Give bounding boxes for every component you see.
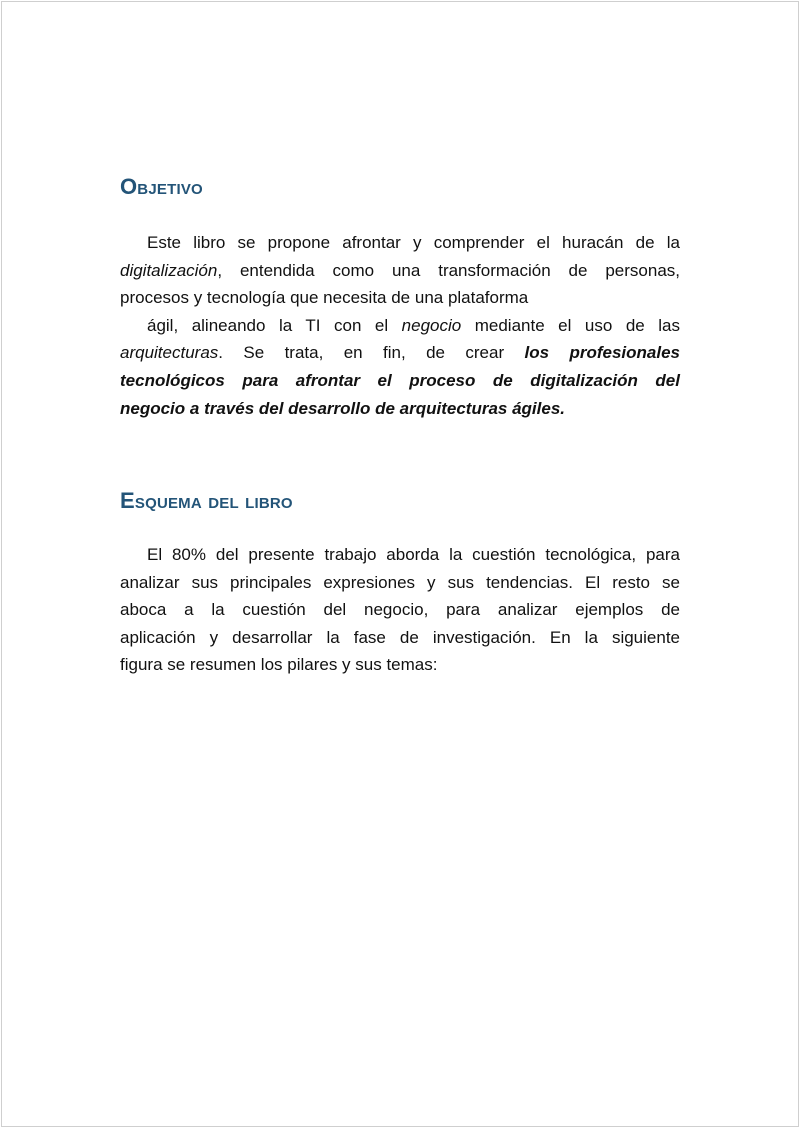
text: Este libro se propone afrontar y comprender el huracán de la <box>147 233 680 252</box>
text-line <box>120 395 680 423</box>
text-line <box>120 651 680 679</box>
paragraph-objetivo <box>120 229 680 422</box>
bold-italic-text: los profesionales <box>524 343 681 363</box>
bold-italic-text: negocio a través del desarrollo de arquitecturas ágiles. <box>120 398 565 418</box>
text-line <box>120 284 680 312</box>
text: El 80% del presente trabajo aborda la cuestión tecnológica, para <box>147 545 680 564</box>
text-line <box>120 257 680 285</box>
text: aboca a la cuestión del negocio, para analizar ejemplos de <box>120 600 680 620</box>
paragraph-esquema <box>120 541 680 679</box>
text-line <box>120 339 680 367</box>
text: aplicación y desarrollar la fase de investigación. En la siguiente <box>120 627 680 647</box>
heading-esquema: Esquema del libro <box>120 488 293 513</box>
heading-objetivo: Objetivo <box>120 174 203 199</box>
text-line <box>120 569 680 597</box>
text: mediante el uso de las <box>461 315 680 335</box>
text: . Se trata, en fin, de crear <box>218 343 525 363</box>
italic-text: digitalización <box>120 260 218 280</box>
text: procesos y tecnología que necesita de una plataforma <box>120 288 529 308</box>
text-line <box>120 229 680 257</box>
text-line <box>120 596 680 624</box>
italic-text: arquitecturas <box>120 343 219 363</box>
text: figura se resumen los pilares y sus temas: <box>120 655 438 675</box>
text-line <box>120 541 680 569</box>
text: ágil, alineando la TI con el <box>147 315 402 335</box>
text-line <box>120 624 680 652</box>
text-line <box>120 312 680 340</box>
text: analizar sus principales expresiones y sus tendencias. El resto se <box>120 572 680 592</box>
text-line <box>120 367 680 395</box>
bold-italic-text: tecnológicos para afrontar el proceso de digitalización del <box>120 370 680 390</box>
text: , entendida como una transformación de personas, <box>217 260 680 280</box>
italic-text: negocio <box>401 315 462 335</box>
